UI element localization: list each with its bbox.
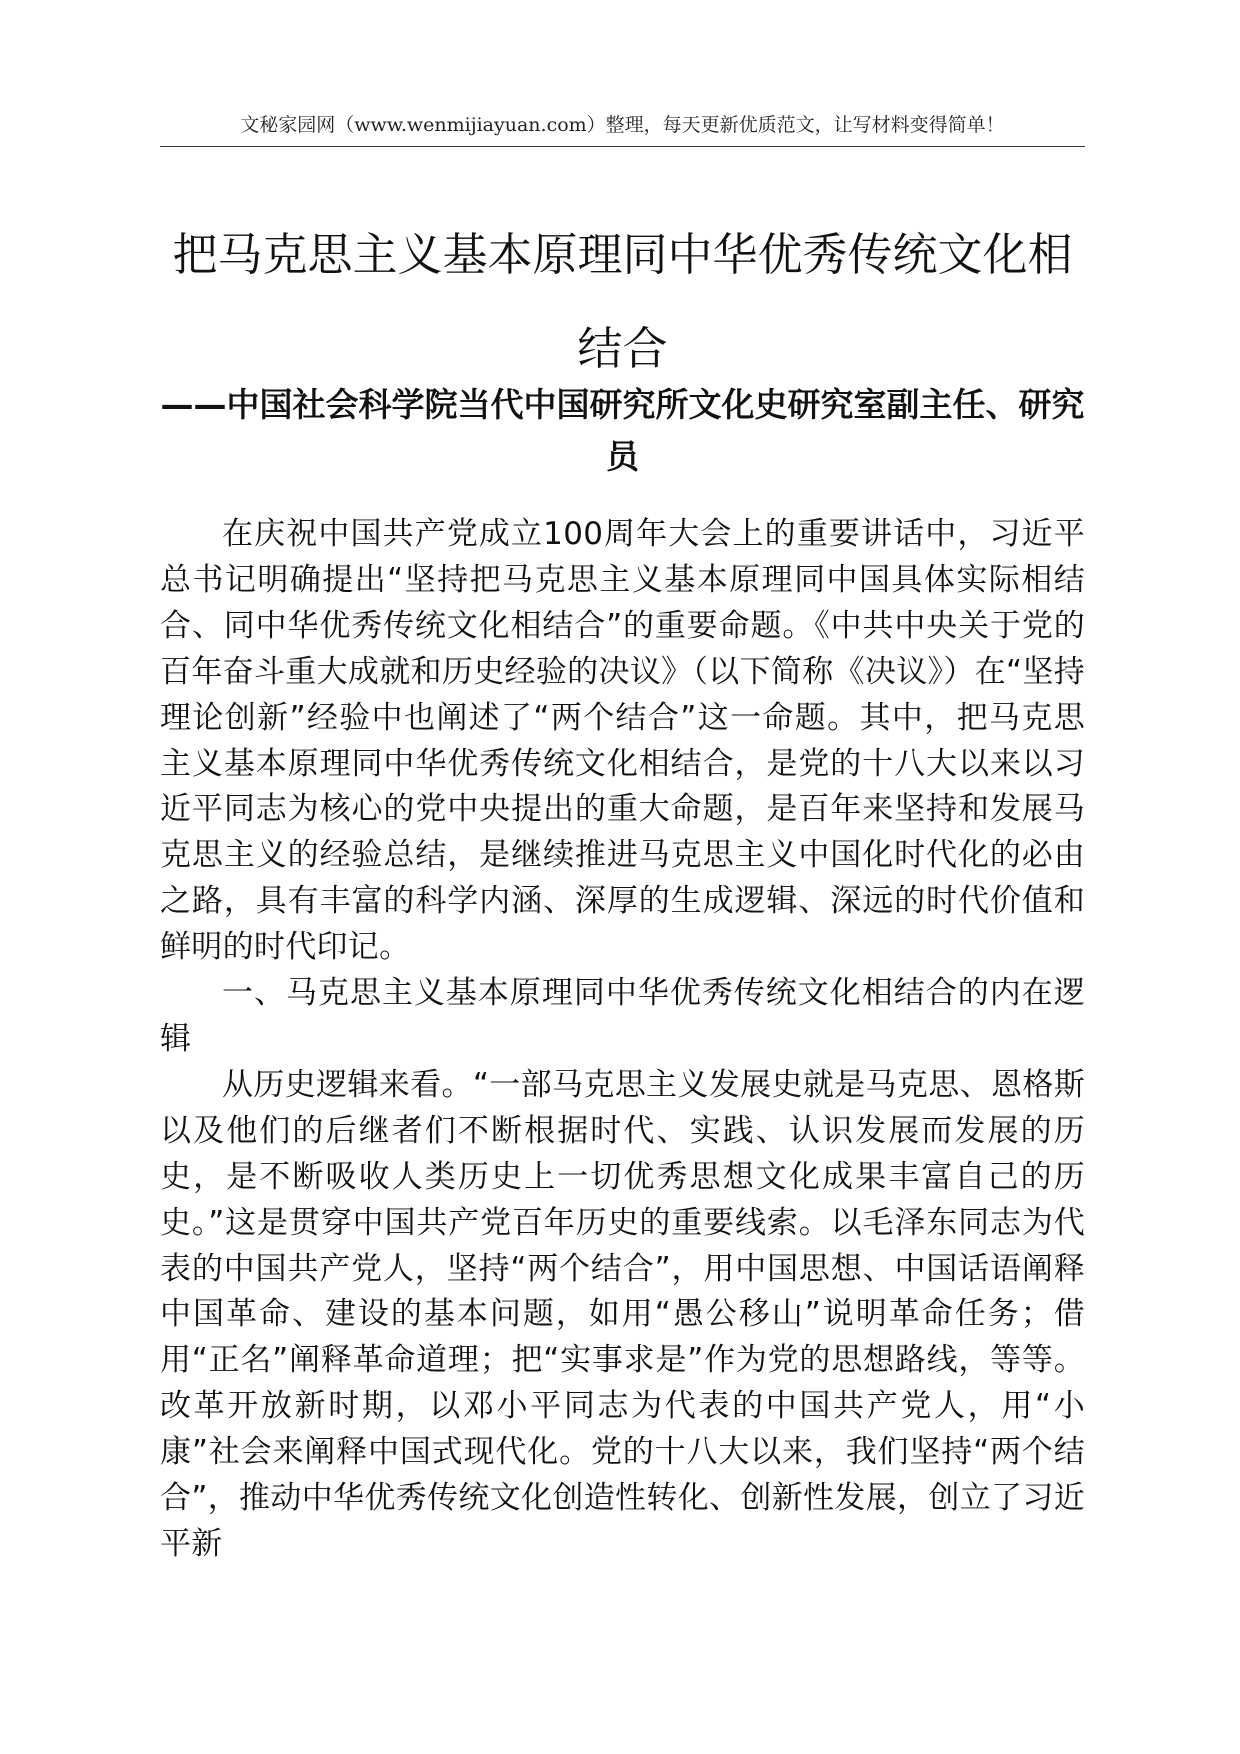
document-title: 把马克思主义基本原理同中华优秀传统文化相结合 — [172, 228, 1073, 375]
body-paragraph: 在庆祝中国共产党成立100周年大会上的重要讲话中，习近平总书记明确提出“坚持把马克思主义基本原理同中国具体实际相结合、同中华优秀传统文化相结合”的重要命题。《中共中央关于党的百年奋斗重大成就和历史经验的决议》（以下简称《决议》）在“坚持理论创新”经验中也阐述了“两个结合”这一命题。其中，把马克思主义基本原理同中华优秀传统文化相结合，是党的十八大以来以习近平同志为核心的党中央提出的重大命题，是百年来坚持和发展马克思主义的经验总结，是继续推进马克思主义中国化时代化的必由之路，具有丰富的科学内涵、深厚的生成逻辑、深远的时代价值和鲜明的时代印记。 — [160, 516, 1085, 966]
document-subtitle: ——中国社会科学院当代中国研究所文化史研究室副主任、研究员 — [160, 385, 1085, 476]
header-divider — [160, 146, 1085, 147]
section-heading: 一、马克思主义基本原理同中华优秀传统文化相结合的内在逻辑 — [160, 975, 1085, 1057]
page-header: 文秘家园网（www.wenmijiayuan.com）整理，每天更新优质范文，让写材料变得简单！ — [240, 114, 1005, 136]
body-paragraph: 从历史逻辑来看。“一部马克思主义发展史就是马克思、恩格斯以及他们的后继者们不断根据时代、实践、认识发展而发展的历史，是不断吸收人类历史上一切优秀思想文化成果丰富自己的历史。”这是贯穿中国共产党百年历史的重要线索。以毛泽东同志为代表的中国共产党人，坚持“两个结合”，用中国思想、中国话语阐释中国革命、建设的基本问题，如用“愚公移山”说明革命任务；借用“正名”阐释革命道理；把“实事求是”作为党的思想路线，等等。改革开放新时期，以邓小平同志为代表的中国共产党人，用“小康”社会来阐释中国式现代化。党的十八大以来，我们坚持“两个结合”，推动中华优秀传统文化创造性转化、创新性发展，创立了习近平新 — [160, 1066, 1085, 1562]
document-body — [160, 512, 1085, 1568]
